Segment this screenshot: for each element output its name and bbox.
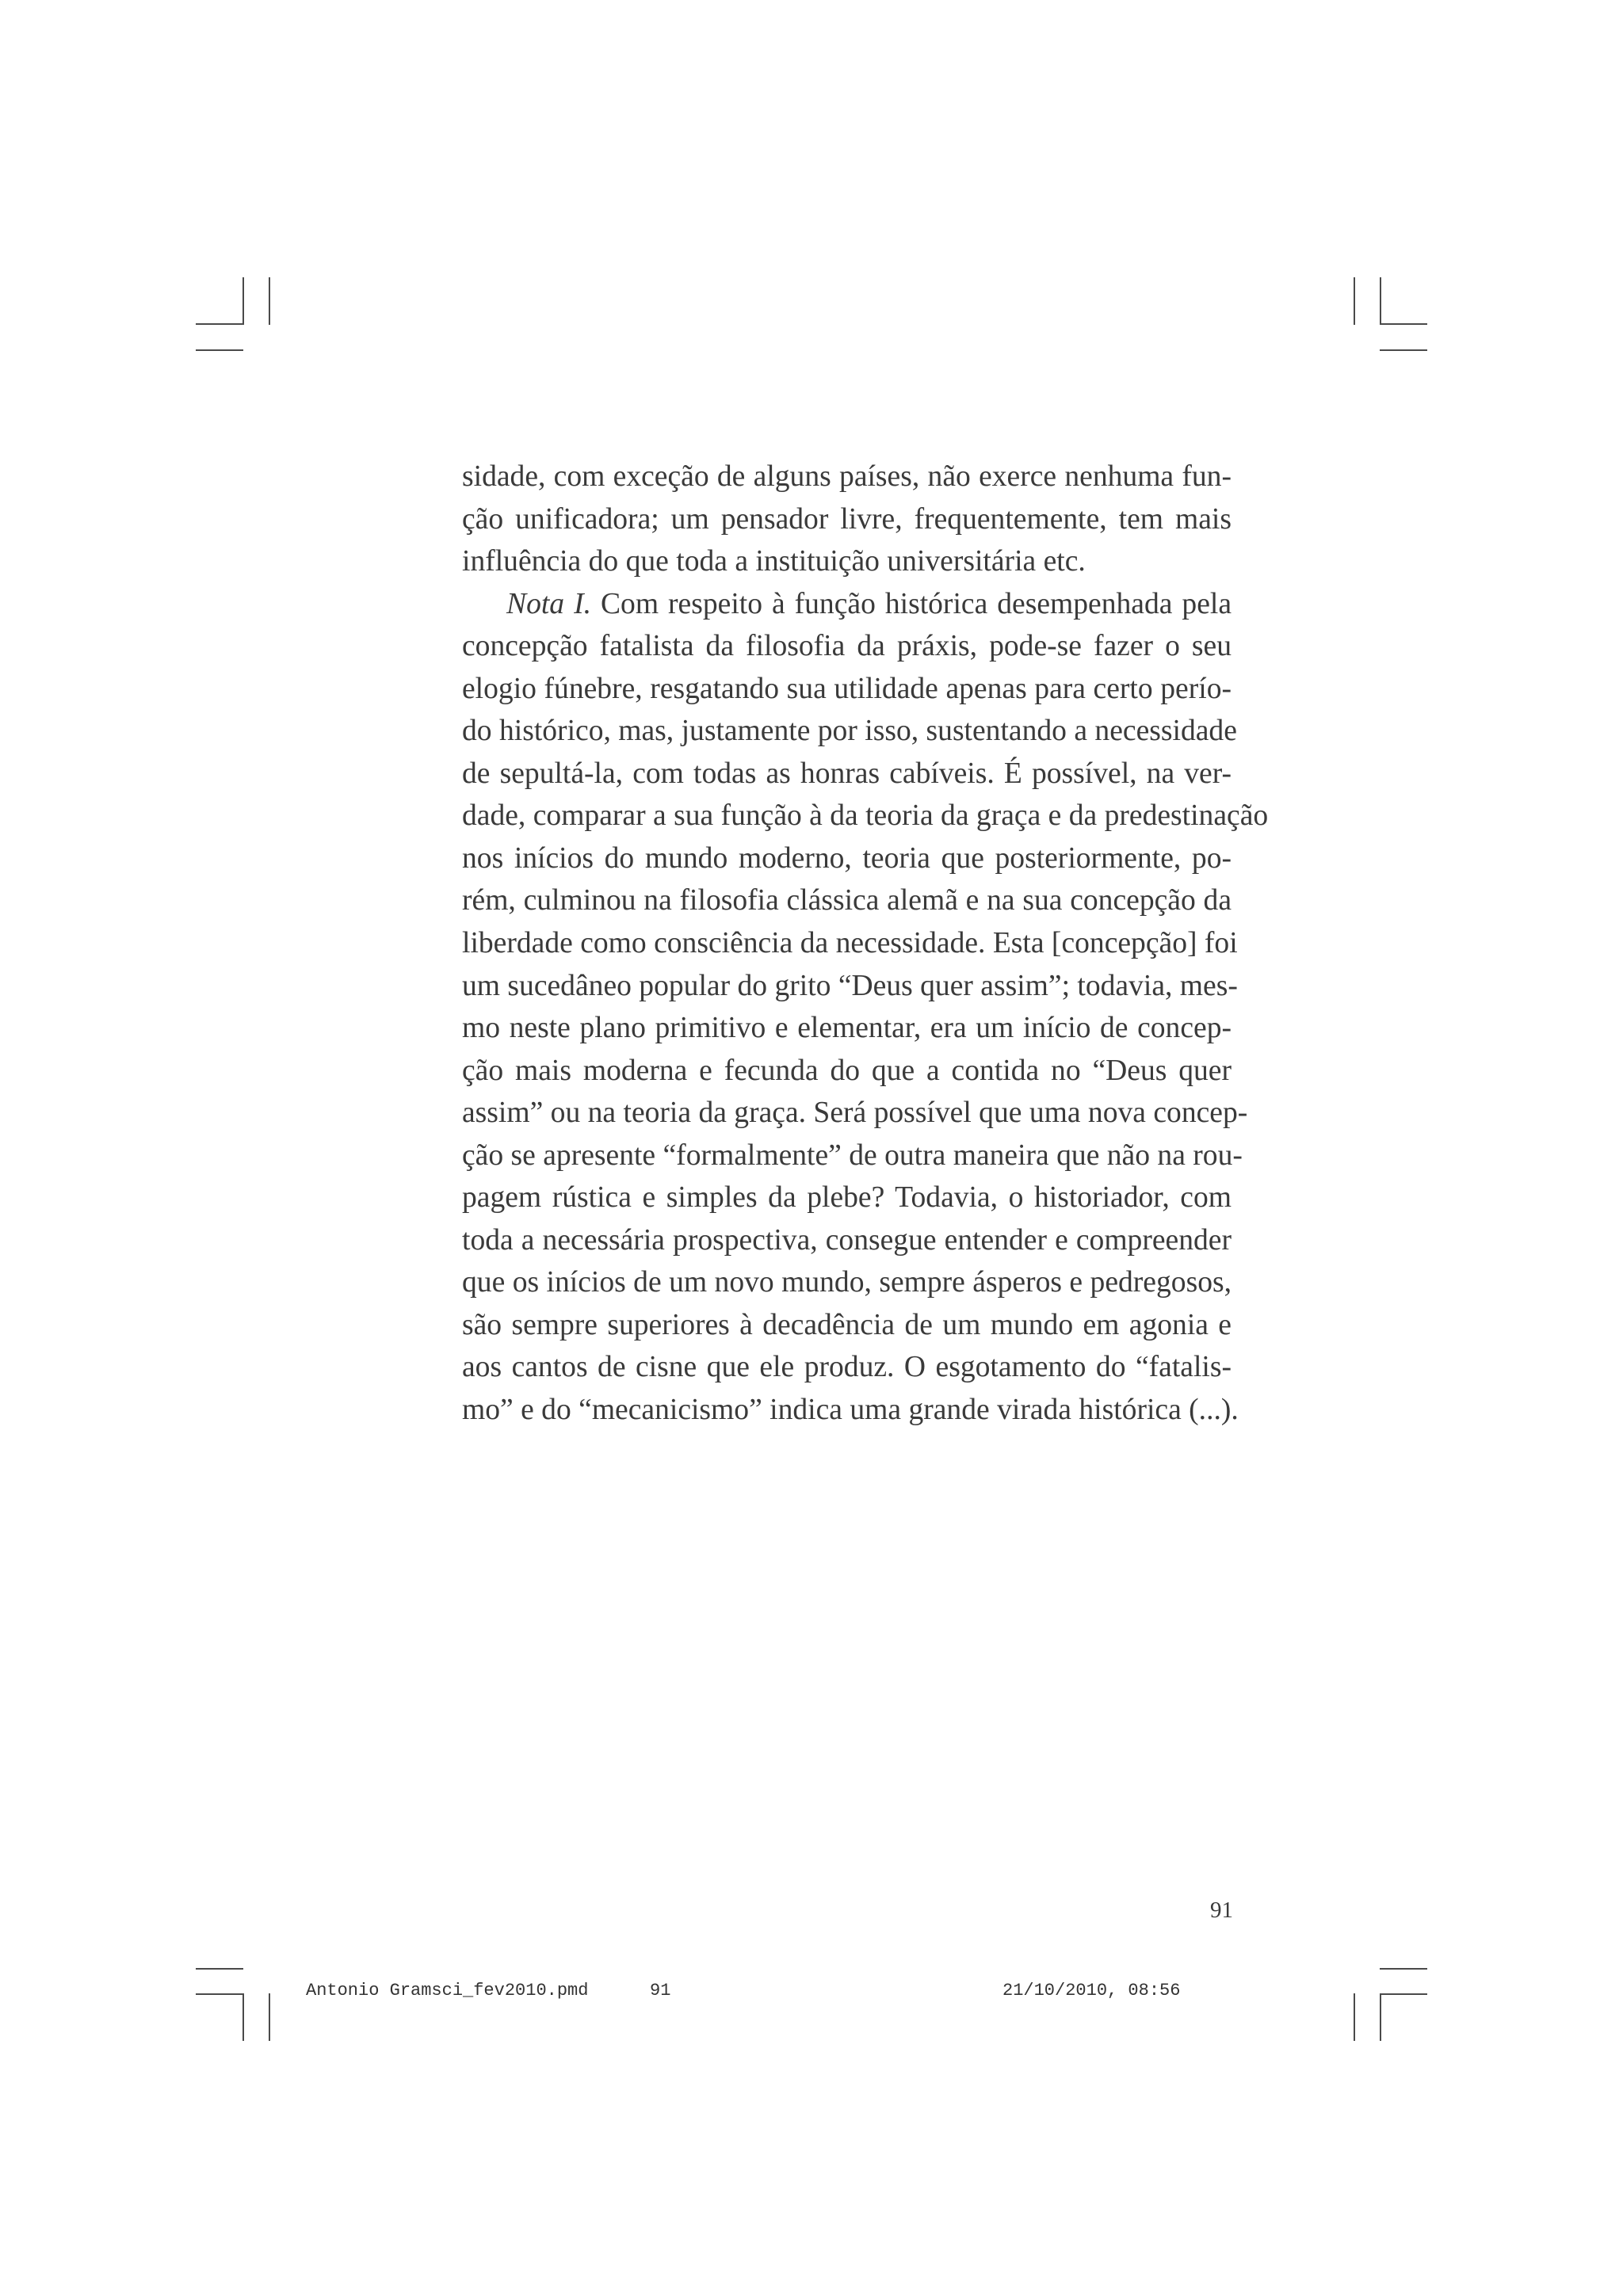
text-line: nos inícios do mundo moderno, teoria que posteriormente, po- bbox=[462, 841, 1232, 875]
slug-page: 91 bbox=[650, 1981, 671, 2000]
crop-mark-bottom-left-bleed-vertical bbox=[269, 1993, 270, 2041]
slug-timestamp: 21/10/2010, 08:56 bbox=[1002, 1981, 1181, 2000]
text-line: são sempre superiores à decadência de um mundo em agonia e bbox=[462, 1308, 1232, 1341]
crop-mark-top-right-horizontal bbox=[1380, 323, 1427, 325]
text-line: rém, culminou na filosofia clássica alemã e na sua concepção da bbox=[462, 884, 1232, 917]
text-line: que os inícios de um novo mundo, sempre ásperos e pedregosos, bbox=[462, 1266, 1232, 1299]
page-number: 91 bbox=[1210, 1897, 1233, 1923]
text-line: elogio fúnebre, resgatando sua utilidade apenas para certo perío- bbox=[462, 672, 1232, 705]
crop-mark-top-left-bleed bbox=[196, 349, 243, 351]
text-line: mo” e do “mecanicismo” indica uma grande virada histórica (...). bbox=[462, 1394, 1239, 1427]
text-line: aos cantos de cisne que ele produz. O esgotamento do “fatalis- bbox=[462, 1351, 1232, 1384]
text-line: pagem rústica e simples da plebe? Todavia, o historiador, com bbox=[462, 1181, 1232, 1215]
text-line: ção se apresente “formalmente” de outra maneira que não na rou- bbox=[462, 1138, 1243, 1172]
crop-mark-top-right-bleed-vertical bbox=[1354, 277, 1355, 325]
crop-mark-top-left-horizontal bbox=[196, 323, 243, 325]
text-line-rest: Com respeito à função histórica desempenhada pela bbox=[590, 587, 1232, 620]
crop-mark-top-left-bleed-vertical bbox=[269, 277, 270, 325]
crop-mark-bottom-right-bleed-vertical bbox=[1354, 1993, 1355, 2041]
text-line: do histórico, mas, justamente por isso, sustentando a necessidade bbox=[462, 715, 1237, 748]
text-line: mo neste plano primitivo e elementar, era um início de concep- bbox=[462, 1012, 1232, 1045]
text-line: dade, comparar a sua função à da teoria da graça e da predestinação bbox=[462, 799, 1269, 833]
crop-mark-bottom-left-horizontal bbox=[196, 1993, 243, 1995]
body-text bbox=[462, 456, 1269, 1432]
note-paragraph-first-line bbox=[462, 583, 1232, 626]
text-line: liberdade como consciência da necessidade. Esta [concepção] foi bbox=[462, 927, 1238, 960]
crop-mark-bottom-right-vertical bbox=[1380, 1993, 1381, 2041]
note-label: Nota I. bbox=[506, 587, 591, 620]
text-line: ção mais moderna e fecunda do que a contida no “Deus quer bbox=[462, 1054, 1232, 1087]
text-line: influência do que toda a instituição universitária etc. bbox=[462, 545, 1086, 578]
crop-mark-bottom-left-bleed bbox=[196, 1968, 243, 1970]
slug-filename: Antonio Gramsci_fev2010.pmd bbox=[306, 1981, 589, 2000]
text-line: um sucedâneo popular do grito “Deus quer assim”; todavia, mes- bbox=[462, 969, 1238, 1002]
crop-mark-top-right-vertical bbox=[1380, 277, 1381, 325]
crop-mark-bottom-right-horizontal bbox=[1380, 1993, 1427, 1995]
crop-mark-bottom-right-bleed bbox=[1380, 1968, 1427, 1970]
crop-mark-bottom-left-vertical bbox=[242, 1993, 244, 2041]
text-line: sidade, com exceção de alguns países, não exerce nenhuma fun- bbox=[462, 460, 1232, 493]
text-line: de sepultá-la, com todas as honras cabíveis. É possível, na ver- bbox=[462, 757, 1232, 790]
crop-mark-top-left-vertical bbox=[242, 277, 244, 325]
text-line: concepção fatalista da filosofia da práxis, pode-se fazer o seu bbox=[462, 630, 1232, 663]
text-line: toda a necessária prospectiva, consegue entender e compreender bbox=[462, 1223, 1232, 1257]
text-line: ção unificadora; um pensador livre, frequentemente, tem mais bbox=[462, 502, 1232, 536]
crop-mark-top-right-bleed bbox=[1380, 349, 1427, 351]
text-line: assim” ou na teoria da graça. Será possível que uma nova concep- bbox=[462, 1097, 1248, 1130]
